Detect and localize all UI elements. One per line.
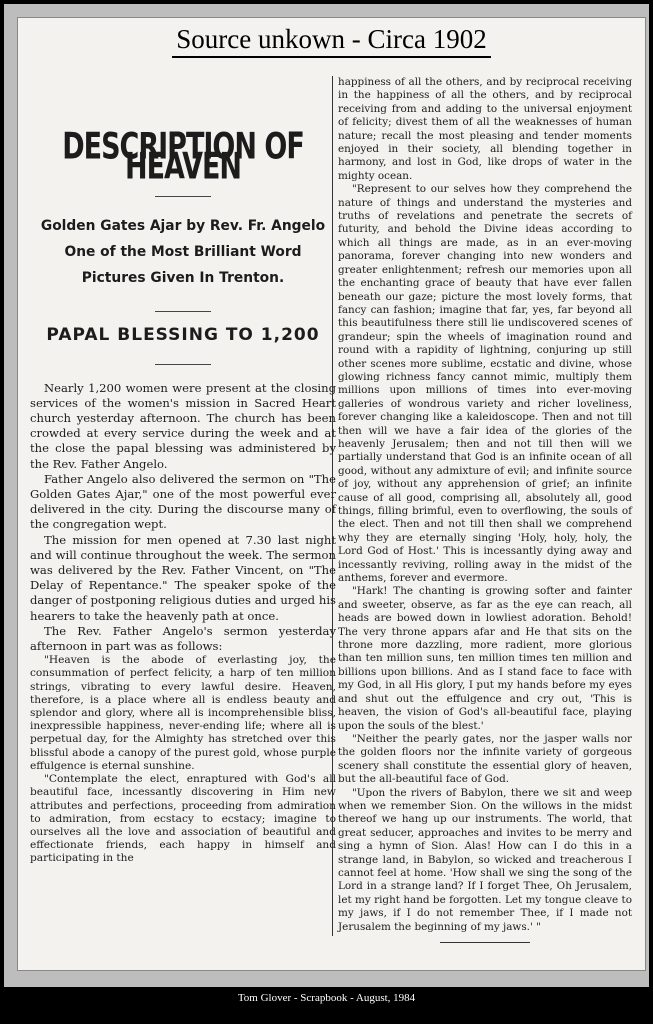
left-paragraph: "Contemplate the elect, enraptured with God's all beautiful face, incessantly discovering in Him new attributes and perfections, proceeding from admiration to admiration, from ecstacy to ecstacy; imagine to ourselves all the love and association of beautiful and effectionate friends, each happy in himself and participating in the (30, 773, 336, 865)
right-paragraph: happiness of all the others, and by reciprocal receiving in the happiness of all the others, and by reciprocal receiving from and adding to the universal enjoyment of felicity; divest them of all the weaknesses of human nature; recall the most pleasing and tender moments enjoyed in their society, all blending together in harmony, and lost in God, like drops of water in the mighty ocean. (338, 76, 632, 182)
end-rule (440, 942, 530, 943)
left-paragraph: "Heaven is the abode of everlasting joy, the consummation of perfect felicity, a harp of ten million strings, vibrating to every lawful desire. Heaven, therefore, is a place where all is endless beauty and splendor and glory, where all is incomprehensible bliss, inexpressible happiness, never-ending life; where all is perpetual day, for the Almighty has stretched over this blissful abode a canopy of the purest gold, whose purple effulgence is eternal sunshine. (30, 654, 336, 772)
right-paragraph: "Hark! The chanting is growing softer and fainter and sweeter, observe, as far as the eye can reach, all heads are bowed down in lowliest adoration. Behold! The very throne appars afar and He that sits on the throne more dazzling, more radient, more glorious than ten million suns, ten million times ten million and billions upon billions. And as I stand face to face with my God, in all His glory, I put my hands before my eyes and shut out the effulgence and cry out, 'This is heaven, the vision of God's all-beautiful face, playing upon the souls of the blest.' (338, 585, 632, 732)
banner-title: Source unkown - Circa 1902 (172, 18, 490, 58)
left-paragraph: The Rev. Father Angelo's sermon yesterday afternoon in part was as follows: (30, 623, 336, 654)
right-column (338, 76, 632, 943)
article-subhead: PAPAL BLESSING TO 1,200 (46, 325, 320, 346)
sermon-quote (30, 654, 336, 865)
article-deck: Golden Gates Ajar by Rev. Fr. Angelo One of the Most Brilliant Word Pictures Given In Trenton. (40, 218, 326, 287)
headline-rule (155, 196, 211, 197)
left-paragraph: Nearly 1,200 women were present at the closing services of the women's mission in Sacred Heart church yesterday afternoon. The church has been crowded at every service during the week and at the close the papal blessing was administered by the Rev. Father Angelo. (30, 380, 336, 471)
newspaper-clipping (17, 17, 646, 971)
left-paragraph: Father Angelo also delivered the sermon on "The Golden Gates Ajar," one of the most powerful ever delivered in the city. During the discourse many of the congregation wept. (30, 471, 336, 532)
subhead-rule (155, 364, 211, 365)
deck-rule (155, 311, 211, 312)
banner-title-wrap (18, 18, 645, 58)
right-paragraph: "Upon the rivers of Babylon, there we sit and weep when we remember Sion. On the willows in the midst thereof we hang up our instruments. The world, that great seducer, approaches and invites to be merry and sing a hymn of Sion. Alas! How can I do this in a strange land, in Babylon, so wicked and treacherous I cannot feel at home. 'How shall we sing the song of the Lord in a strange land? If I forget Thee, Oh Jerusalem, let my right hand be forgotten. Let my tongue cleave to my jaws, if I do not remember Thee, if I made not Jerusalem the beginning of my jaws.' " (338, 786, 632, 933)
right-paragraph: "Represent to our selves how they comprehend the nature of things and understand the mysteries and truths of revelations and penetrate the secrets of futurity, and behold the Divine ideas according to which all things are made, as in an ever-moving panorama, forever changing into new wonders and greater enlightenment; refresh our memories upon all the enchanting grace of beauty that have ever fallen beneath our gaze; picture the most lovely forms, that fancy can fashion; imagine that far, yes, far beyond all this beautifulness there still lie undiscovered scenes of grandeur; spin the wheels of imagination round and round with a rapidity of lightning, conjuring up still other scenes more sublime, ecstatic and divine, whose glowing richness fancy cannot mimic, multiply them millions upon millions of times into ever-moving galleries of wondrous variety and richer loveliness, forever changing like a kaleidoscope. Then and not till then will we have a fair idea of the glories of the heavenly Jerusalem; then and not till then will we partially understand that God is an infinite ocean of all good, without any admixture of evil; and infinite source of joy, without any apprehension of grief; an infinite cause of all good, comprising all, absolutely all, good things, filling brimful, even to overflowing, the souls of the elect. Then and not till then shall we comprehend why they are eternally singing 'Holy, holy, holy, the Lord God of Host.' This is incessantly dying away and incessantly reviving, rolling away in the midst of the anthems, forever and evermore. (338, 183, 632, 585)
article-headline: DESCRIPTION OF HEAVEN (62, 125, 304, 189)
footer-caption: Tom Glover - Scrapbook - August, 1984 (237, 992, 416, 1004)
mat-frame (4, 4, 649, 987)
right-paragraph: "Neither the pearly gates, nor the jasper walls nor the golden floors nor the infinite variety of gorgeous scenery shall constitute the essential glory of heaven, but the all-beautiful face of God. (338, 732, 632, 786)
left-paragraph: The mission for men opened at 7.30 last night and will continue throughout the week. The sermon was delivered by the Rev. Father Vincent, on "The Delay of Repentance." The speaker spoke of the danger of postponing religious duties and urged his hearers to take the heavenly path at once. (30, 532, 336, 623)
left-column (30, 80, 336, 866)
